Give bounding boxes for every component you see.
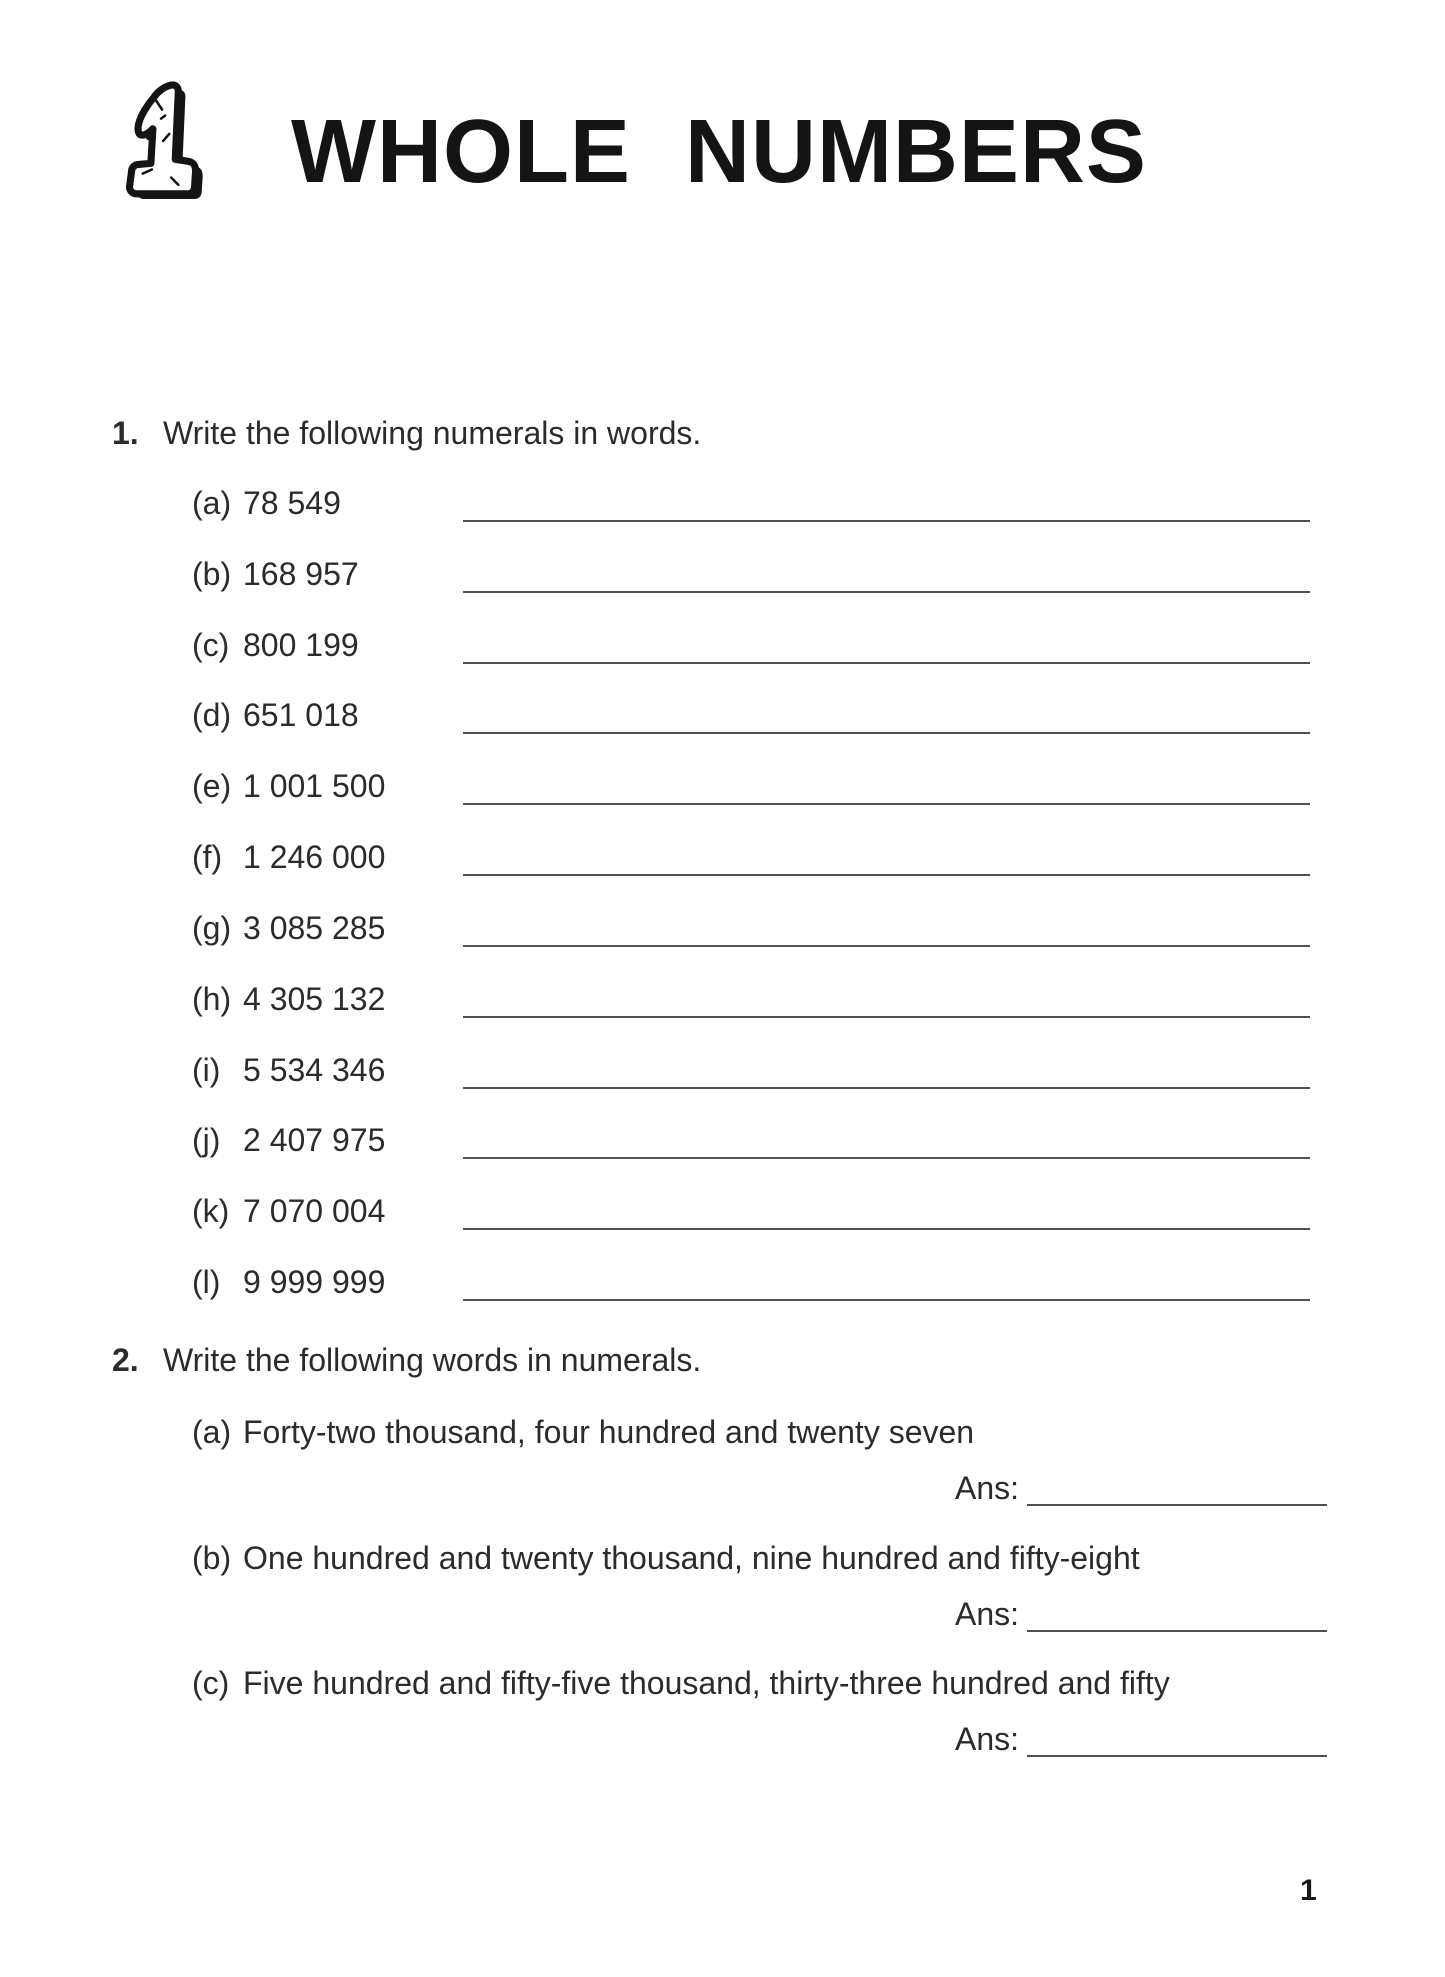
item-label: (g) (192, 909, 232, 946)
question-2-prompt: Write the following words in numerals. (163, 1342, 702, 1378)
item-label: (b) (192, 1539, 232, 1576)
page-number: 1 (1300, 1874, 1317, 1907)
item-numeral: 1 001 500 (243, 768, 386, 805)
question-2-heading (112, 1340, 701, 1380)
answer-line[interactable] (463, 982, 1310, 1018)
item-numeral: 2 407 975 (243, 1122, 386, 1159)
answer-line[interactable] (463, 1194, 1310, 1230)
answer-line[interactable] (463, 1053, 1310, 1089)
words-item-text-row (0, 1663, 1445, 1703)
numeral-item-row (0, 820, 1445, 891)
question-1-prompt: Write the following numerals in words. (163, 415, 702, 451)
answer-line[interactable] (463, 911, 1310, 947)
answer-line[interactable] (463, 628, 1310, 664)
question-1-items (0, 466, 1445, 1316)
words-item (0, 1538, 1445, 1634)
words-item-text-row (0, 1412, 1445, 1452)
question-1-heading (112, 413, 701, 453)
item-label: (k) (192, 1193, 230, 1230)
item-numeral: 78 549 (243, 485, 341, 521)
numeral-item-row (0, 1103, 1445, 1174)
item-label: (h) (192, 980, 232, 1017)
numeral-item-row (0, 749, 1445, 820)
item-label: (f) (192, 839, 223, 876)
item-numeral: 7 070 004 (243, 1193, 386, 1230)
numeral-item-row (0, 1033, 1445, 1104)
answer-line[interactable] (463, 698, 1310, 734)
item-label: (a) (192, 1414, 232, 1450)
question-2-items (0, 1412, 1445, 1789)
numeral-item-row (0, 962, 1445, 1033)
chapter-number-icon (108, 78, 210, 202)
ans-label: Ans: (955, 1721, 1020, 1757)
answer-line[interactable] (463, 557, 1310, 593)
answer-line[interactable] (463, 1265, 1310, 1301)
chapter-title: WHOLE NUMBERS (291, 102, 1147, 202)
ans-label: Ans: (955, 1595, 1020, 1632)
answer-row (0, 1468, 1445, 1508)
ans-label: Ans: (955, 1470, 1020, 1506)
answer-row (0, 1594, 1445, 1634)
answer-line[interactable] (1027, 1596, 1327, 1632)
answer-line[interactable] (463, 486, 1310, 522)
item-numeral: 3 085 285 (243, 909, 386, 946)
numeral-item-row (0, 1245, 1445, 1316)
item-label: (j) (192, 1122, 221, 1159)
item-words: One hundred and twenty thousand, nine hundred and fifty-eight (243, 1539, 1140, 1576)
item-label: (i) (192, 1051, 221, 1088)
item-numeral: 9 999 999 (243, 1264, 386, 1301)
question-1-number: 1. (112, 415, 139, 451)
words-item (0, 1412, 1445, 1508)
item-label: (c) (192, 1665, 230, 1701)
answer-row (0, 1719, 1445, 1759)
item-numeral: 4 305 132 (243, 980, 386, 1017)
item-label: (l) (192, 1264, 221, 1301)
words-item (0, 1663, 1445, 1759)
item-numeral: 5 534 346 (243, 1051, 386, 1088)
item-words: Forty-two thousand, four hundred and twenty seven (243, 1414, 975, 1450)
answer-line[interactable] (1027, 1470, 1327, 1506)
answer-line[interactable] (463, 1123, 1310, 1159)
numeral-item-row (0, 1174, 1445, 1245)
item-numeral: 800 199 (243, 626, 359, 663)
numeral-item-row (0, 891, 1445, 962)
item-numeral: 1 246 000 (243, 839, 386, 876)
answer-line[interactable] (463, 769, 1310, 805)
numeral-item-row (0, 678, 1445, 749)
numeral-item-row (0, 466, 1445, 537)
answer-line[interactable] (463, 840, 1310, 876)
item-label: (a) (192, 485, 232, 521)
question-2-number: 2. (112, 1342, 139, 1378)
numeral-item-row (0, 608, 1445, 679)
numeral-item-row (0, 537, 1445, 608)
item-numeral: 168 957 (243, 555, 359, 592)
item-label: (b) (192, 555, 232, 592)
item-label: (d) (192, 697, 232, 734)
item-words: Five hundred and fifty-five thousand, thirty-three hundred and fifty (243, 1665, 1170, 1701)
item-numeral: 651 018 (243, 697, 359, 734)
words-item-text-row (0, 1538, 1445, 1578)
item-label: (c) (192, 626, 230, 663)
item-label: (e) (192, 768, 232, 805)
answer-line[interactable] (1027, 1721, 1327, 1757)
